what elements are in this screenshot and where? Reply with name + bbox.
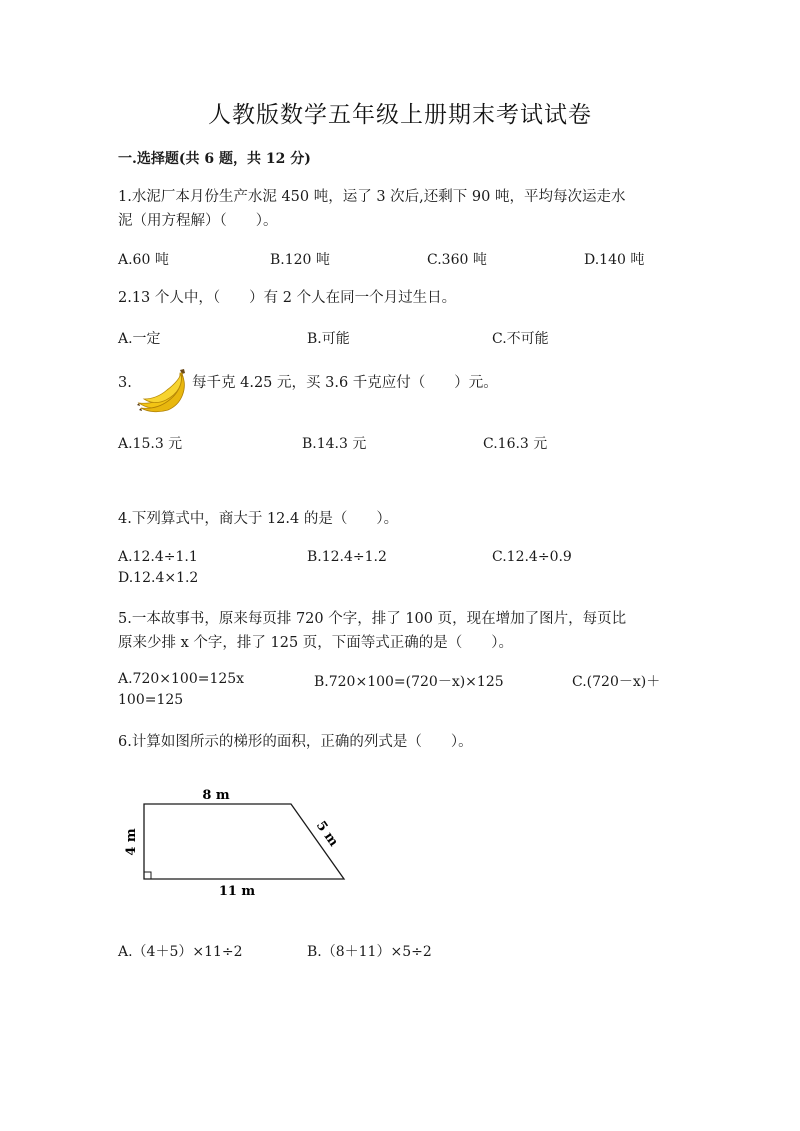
question-1-line-2: 泥（用方程解）（ ）。 bbox=[118, 213, 278, 229]
question-2-option-c: C.不可能 bbox=[492, 331, 549, 347]
question-6-option-a: A.（4＋5）×11÷2 bbox=[118, 944, 243, 960]
question-5-option-c-continued: 100=125 bbox=[118, 692, 184, 708]
question-5-line-1: 5.一本故事书，原来每页排 720 个字，排了 100 页，现在增加了图片，每页比 bbox=[118, 611, 627, 627]
question-4-option-b: B.12.4÷1.2 bbox=[307, 549, 387, 565]
question-1-line-1: 1.水泥厂本月份生产水泥 450 吨，运了 3 次后,还剩下 90 吨，平均每次运走水 bbox=[118, 189, 626, 205]
question-5-line-2: 原来少排 x 个字，排了 125 页，下面等式正确的是（ ）。 bbox=[118, 635, 514, 651]
question-1-option-d: D.140 吨 bbox=[584, 252, 645, 268]
question-5-option-c: C.(720－x)＋ bbox=[572, 674, 661, 690]
question-5-option-a: A.720×100=125x bbox=[118, 671, 245, 687]
page-title: 人教版数学五年级上册期末考试试卷 bbox=[208, 102, 592, 128]
banana-icon bbox=[136, 366, 190, 414]
question-3-option-c: C.16.3 元 bbox=[483, 436, 548, 452]
question-2-option-a: A.一定 bbox=[118, 331, 161, 347]
question-2-option-b: B.可能 bbox=[307, 331, 350, 347]
question-3-text: 每千克 4.25 元，买 3.6 千克应付（ ）元。 bbox=[192, 375, 498, 391]
section-heading: 一.选择题(共 6 题，共 12 分) bbox=[118, 151, 311, 167]
trapezoid-figure bbox=[118, 782, 358, 902]
question-6-text: 6.计算如图所示的梯形的面积，正确的列式是（ ）。 bbox=[118, 734, 473, 750]
label-top: 8 m bbox=[202, 788, 230, 803]
question-1-option-b: B.120 吨 bbox=[270, 252, 330, 268]
label-left: 4 m bbox=[124, 828, 139, 856]
question-4-text: 4.下列算式中，商大于 12.4 的是（ ）。 bbox=[118, 511, 399, 527]
question-4-option-c: C.12.4÷0.9 bbox=[492, 549, 572, 565]
right-angle-mark bbox=[144, 872, 151, 879]
label-bottom: 11 m bbox=[218, 884, 256, 899]
question-4-option-d: D.12.4×1.2 bbox=[118, 570, 199, 586]
question-5-option-b: B.720×100=(720－x)×125 bbox=[314, 674, 504, 690]
question-1-option-c: C.360 吨 bbox=[427, 252, 487, 268]
question-2-text: 2.13 个人中，（ ）有 2 个人在同一个月过生日。 bbox=[118, 290, 457, 306]
question-3-option-a: A.15.3 元 bbox=[118, 436, 183, 452]
question-6-option-b: B.（8＋11）×5÷2 bbox=[307, 944, 432, 960]
trapezoid-shape bbox=[144, 804, 344, 879]
label-slant: 5 m bbox=[312, 818, 341, 850]
question-4-option-a: A.12.4÷1.1 bbox=[118, 549, 198, 565]
question-3-option-b: B.14.3 元 bbox=[302, 436, 367, 452]
question-3-number: 3. bbox=[118, 375, 132, 391]
question-1-option-a: A.60 吨 bbox=[118, 252, 169, 268]
